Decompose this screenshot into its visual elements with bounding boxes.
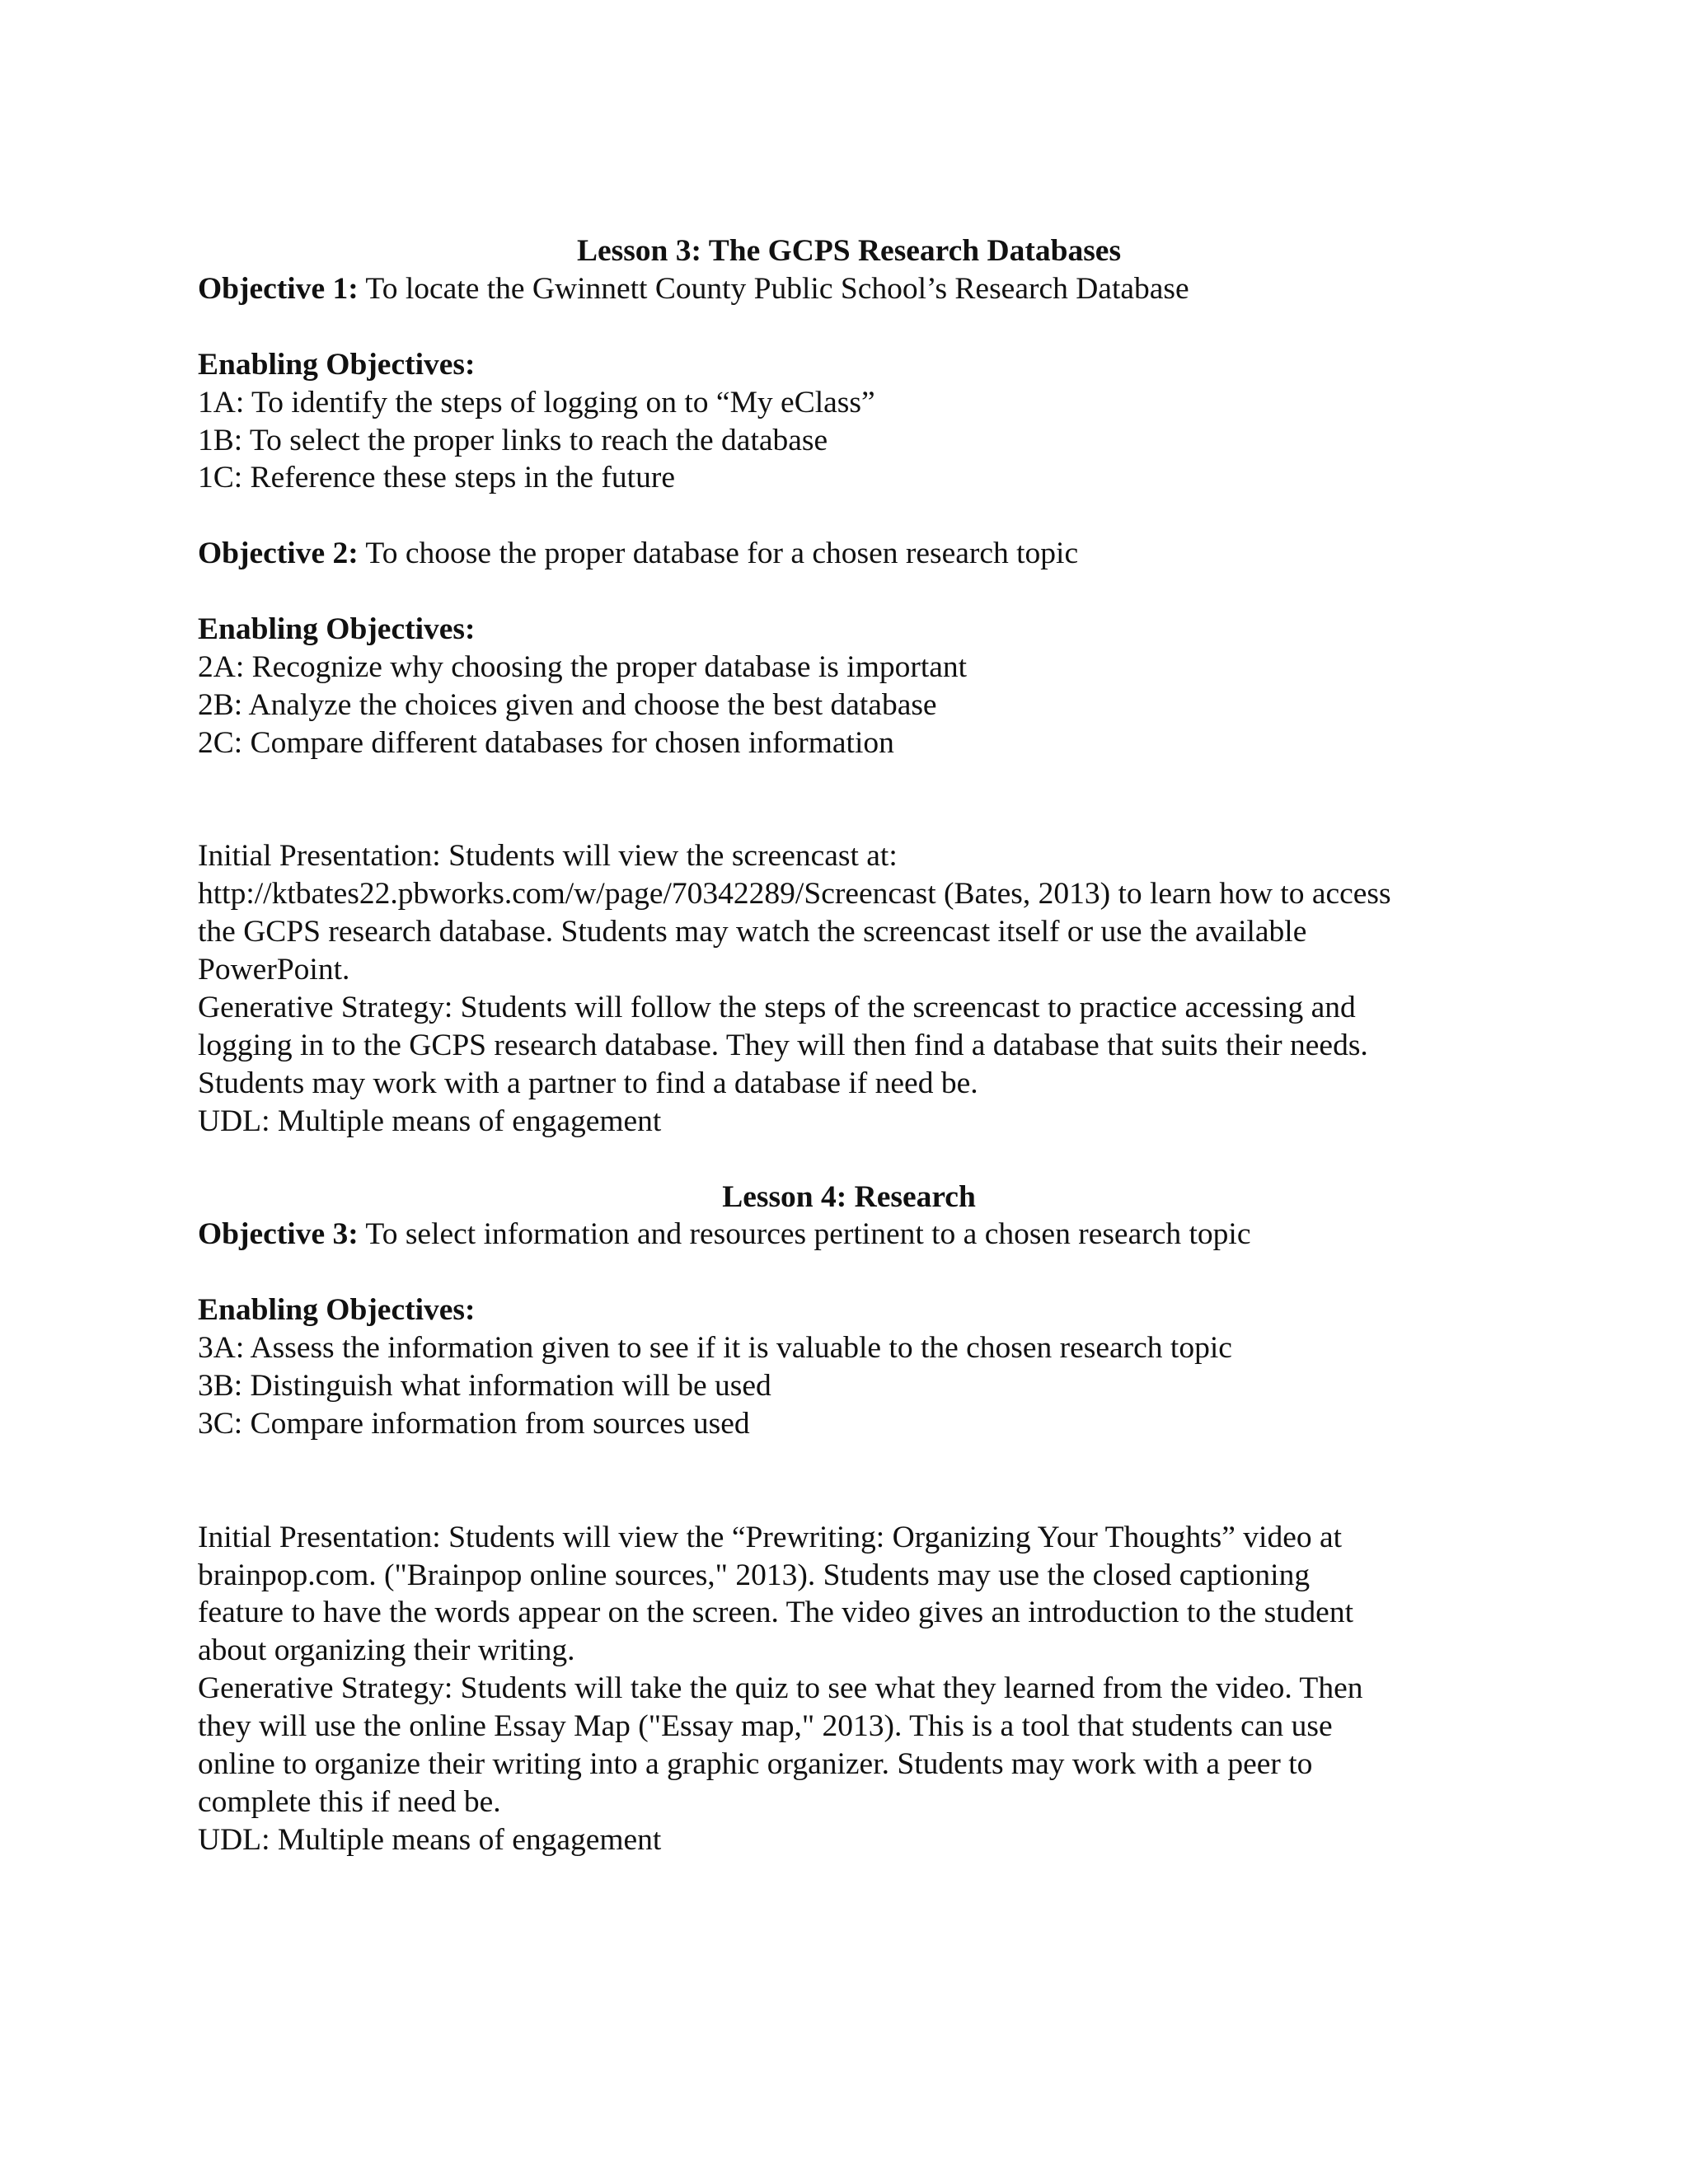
spacer	[198, 1443, 1500, 1481]
enabling-objective-1b: 1B: To select the proper links to reach the database	[198, 423, 828, 457]
enabling-objectives-2-heading: Enabling Objectives:	[198, 612, 476, 647]
objective-3-label: Objective 3:	[198, 1217, 359, 1252]
lesson-4-generative-strategy-line: they will use the online Essay Map ("Essay map," 2013). This is a tool that students can use	[198, 1709, 1333, 1744]
objective-2-label: Objective 2:	[198, 537, 359, 571]
enabling-objective-1a: 1A: To identify the steps of logging on to “My eClass”	[198, 385, 875, 419]
spacer	[198, 1481, 1500, 1519]
objective-1-label: Objective 1:	[198, 271, 359, 306]
spacer	[198, 762, 1500, 800]
enabling-objective-2c: 2C: Compare different databases for chosen information	[198, 725, 894, 760]
spacer	[198, 497, 1500, 535]
objective-2	[198, 535, 1500, 573]
lesson-3-udl: UDL: Multiple means of engagement	[198, 1104, 662, 1138]
lesson-4-udl: UDL: Multiple means of engagement	[198, 1822, 662, 1857]
lesson-4-initial-presentation-line: feature to have the words appear on the screen. The video gives an introduction to the student	[198, 1596, 1353, 1630]
objective-3-text: To select information and resources pertinent to a chosen research topic	[358, 1217, 1251, 1252]
objective-2-text: To choose the proper database for a chosen research topic	[358, 537, 1079, 571]
objective-1	[198, 270, 1500, 308]
enabling-objective-2a: 2A: Recognize why choosing the proper database is important	[198, 649, 968, 684]
enabling-objective-3b: 3B: Distinguish what information will be used	[198, 1369, 771, 1404]
lesson-3-initial-presentation-line: PowerPoint.	[198, 953, 350, 987]
lesson-3-generative-strategy-line: Students may work with a partner to find a database if need be.	[198, 1066, 978, 1100]
lesson-4-title: Lesson 4: Research	[722, 1179, 976, 1214]
spacer	[198, 800, 1500, 838]
spacer	[198, 308, 1500, 346]
enabling-objective-3a: 3A: Assess the information given to see if it is valuable to the chosen research topic	[198, 1331, 1232, 1366]
lesson-4-generative-strategy-line: complete this if need be.	[198, 1785, 501, 1820]
lesson-4-initial-presentation-line: about organizing their writing.	[198, 1633, 575, 1668]
spacer	[198, 1254, 1500, 1291]
lesson-3-generative-strategy-line: logging in to the GCPS research database. They will then find a database that suits their needs.	[198, 1028, 1368, 1062]
document-page	[198, 232, 1500, 1859]
enabling-objective-3c: 3C: Compare information from sources used	[198, 1406, 750, 1441]
enabling-objectives-1-heading: Enabling Objectives:	[198, 347, 476, 382]
lesson-3-initial-presentation-line: Initial Presentation: Students will view the screencast at:	[198, 839, 898, 874]
enabling-objective-1c: 1C: Reference these steps in the future	[198, 461, 675, 495]
lesson-4-generative-strategy-line: online to organize their writing into a graphic organizer. Students may work with a peer to	[198, 1747, 1313, 1782]
objective-3	[198, 1216, 1500, 1254]
lesson-3-generative-strategy-line: Generative Strategy: Students will follow the steps of the screencast to practice accessing and	[198, 991, 1356, 1025]
lesson-4-generative-strategy-line: Generative Strategy: Students will take the quiz to see what they learned from the video. Then	[198, 1671, 1363, 1706]
lesson-3-initial-presentation-line: http://ktbates22.pbworks.com/w/page/70342289/Screencast (Bates, 2013) to learn how to access	[198, 877, 1391, 912]
enabling-objectives-3-heading: Enabling Objectives:	[198, 1293, 476, 1328]
enabling-objective-2b: 2B: Analyze the choices given and choose the best database	[198, 687, 937, 722]
lesson-4-initial-presentation-line: brainpop.com. ("Brainpop online sources," 2013). Students may use the closed captioning	[198, 1558, 1311, 1592]
objective-1-text: To locate the Gwinnett County Public School’s Research Database	[358, 271, 1189, 306]
spacer	[198, 573, 1500, 611]
lesson-4-initial-presentation-line: Initial Presentation: Students will view the “Prewriting: Organizing Your Thoughts” video at	[198, 1520, 1343, 1554]
spacer	[198, 1141, 1500, 1179]
lesson-3-initial-presentation-line: the GCPS research database. Students may watch the screencast itself or use the available	[198, 915, 1307, 949]
lesson-3-title: Lesson 3: The GCPS Research Databases	[576, 234, 1122, 268]
